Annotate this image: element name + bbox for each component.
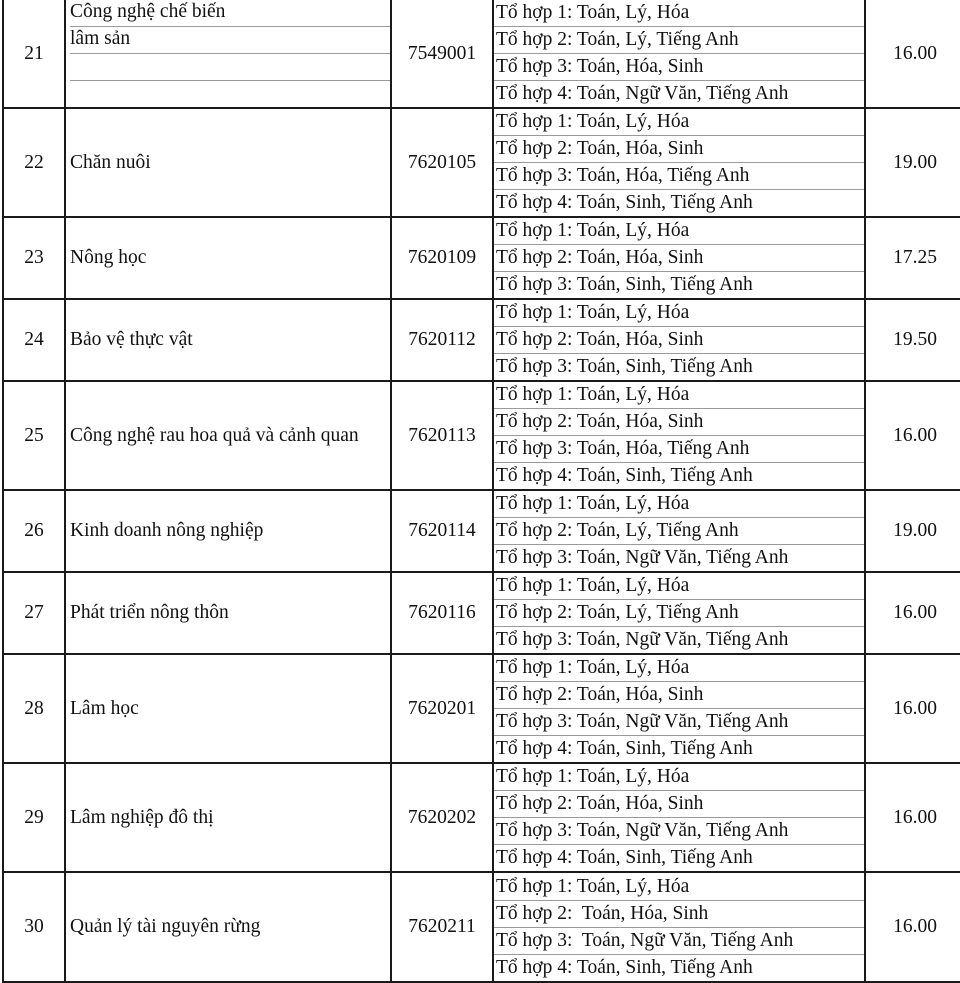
table-row: [3, 654, 960, 763]
subject-combination: Tổ hợp 1: Toán, Lý, Hóa: [494, 0, 864, 27]
subject-combinations: [493, 490, 865, 572]
row-number: 30: [3, 872, 65, 982]
subject-combination: Tổ hợp 1: Toán, Lý, Hóa: [494, 382, 864, 409]
subject-combination: Tổ hợp 4: Toán, Ngữ Văn, Tiếng Anh: [496, 83, 789, 104]
subject-combinations: [493, 763, 865, 872]
cutoff-score: 19.00: [865, 108, 960, 217]
subject-combination: Tổ hợp 3: Toán, Ngữ Văn, Tiếng Anh: [496, 629, 789, 650]
subject-combination: Tổ hợp 3: Toán, Hóa, Tiếng Anh: [494, 436, 864, 463]
subject-combination: Tổ hợp 1: Toán, Lý, Hóa: [494, 764, 864, 791]
major-name-line: lâm sản: [70, 27, 390, 54]
subject-combinations: [493, 572, 865, 654]
row-number: 21: [3, 0, 65, 108]
subject-combination: Tổ hợp 2: Toán, Lý, Tiếng Anh: [494, 518, 864, 545]
row-number: 29: [3, 763, 65, 872]
major-name: Nông học: [65, 217, 391, 299]
row-number: 26: [3, 490, 65, 572]
major-name-lines: [70, 0, 390, 107]
major-name: [65, 0, 391, 108]
table-row: [3, 0, 960, 108]
subject-combination: Tổ hợp 2: Toán, Hóa, Sinh: [494, 409, 864, 436]
cutoff-score: 16.00: [865, 654, 960, 763]
major-code: 7620202: [391, 763, 493, 872]
subject-combination: Tổ hợp 1: Toán, Lý, Hóa: [494, 109, 864, 136]
table-row: [3, 872, 960, 982]
major-code: 7620113: [391, 381, 493, 490]
major-code: 7620112: [391, 299, 493, 381]
major-code: 7620114: [391, 490, 493, 572]
major-name: Phát triển nông thôn: [65, 572, 391, 654]
table-row: [3, 108, 960, 217]
cutoff-score: 16.00: [865, 572, 960, 654]
major-code: 7620105: [391, 108, 493, 217]
subject-combination: Tổ hợp 2: Toán, Lý, Tiếng Anh: [494, 600, 864, 627]
subject-combination: Tổ hợp 2: Toán, Hóa, Sinh: [494, 682, 864, 709]
major-name: Bảo vệ thực vật: [65, 299, 391, 381]
table-row: [3, 299, 960, 381]
cutoff-score: 16.00: [865, 763, 960, 872]
subject-combination: Tổ hợp 2: Toán, Hóa, Sinh: [494, 245, 864, 272]
major-code: 7620109: [391, 217, 493, 299]
subject-combination: Tổ hợp 3: Toán, Ngữ Văn, Tiếng Anh: [496, 547, 789, 568]
subject-combination: Tổ hợp 1: Toán, Lý, Hóa: [494, 573, 864, 600]
major-code: 7620201: [391, 654, 493, 763]
cutoff-score: 19.00: [865, 490, 960, 572]
cutoff-score: 16.00: [865, 0, 960, 108]
row-number: 27: [3, 572, 65, 654]
subject-combination: Tổ hợp 4: Toán, Sinh, Tiếng Anh: [496, 738, 753, 759]
subject-combination: Tổ hợp 4: Toán, Sinh, Tiếng Anh: [496, 847, 753, 868]
admissions-table: [2, 0, 960, 983]
major-name-line: [70, 54, 390, 81]
subject-combination: Tổ hợp 2: Toán, Hóa, Sinh: [494, 791, 864, 818]
cutoff-score: 16.00: [865, 381, 960, 490]
subject-combination: Tổ hợp 3: Toán, Hóa, Tiếng Anh: [494, 163, 864, 190]
subject-combination: Tổ hợp 4: Toán, Sinh, Tiếng Anh: [496, 956, 753, 978]
subject-combinations: [493, 108, 865, 217]
subject-combination: Tổ hợp 1: Toán, Lý, Hóa: [494, 655, 864, 682]
major-name: Chăn nuôi: [65, 108, 391, 217]
subject-combination: Tổ hợp 3: Toán, Sinh, Tiếng Anh: [496, 274, 753, 295]
subject-combination: Tổ hợp 3: Toán, Ngữ Văn, Tiếng Anh: [494, 818, 864, 845]
subject-combination: Tổ hợp 2: Toán, Hóa, Sinh: [494, 136, 864, 163]
row-number: 22: [3, 108, 65, 217]
subject-combinations: [493, 381, 865, 490]
major-code: 7620116: [391, 572, 493, 654]
subject-combinations: [493, 872, 865, 982]
cutoff-score: 16.00: [865, 872, 960, 982]
subject-combination: Tổ hợp 3: Toán, Hóa, Sinh: [494, 54, 864, 81]
subject-combination: Tổ hợp 1: Toán, Lý, Hóa: [494, 874, 864, 901]
table-row: [3, 763, 960, 872]
table-row: [3, 572, 960, 654]
cutoff-score: 19.50: [865, 299, 960, 381]
subject-combination: Tổ hợp 4: Toán, Sinh, Tiếng Anh: [496, 192, 753, 213]
major-name: Lâm học: [65, 654, 391, 763]
subject-combination: Tổ hợp 1: Toán, Lý, Hóa: [494, 218, 864, 245]
row-number: 25: [3, 381, 65, 490]
major-name: Quản lý tài nguyên rừng: [65, 872, 391, 982]
major-name-line: Công nghệ chế biến: [70, 0, 390, 27]
subject-combination: Tổ hợp 3: Toán, Ngữ Văn, Tiếng Anh: [494, 709, 864, 736]
major-name: Lâm nghiệp đô thị: [65, 763, 391, 872]
subject-combinations: [493, 654, 865, 763]
subject-combination: Tổ hợp 2: Toán, Hóa, Sinh: [494, 327, 864, 354]
subject-combination: Tổ hợp 3: Toán, Ngữ Văn, Tiếng Anh: [494, 928, 864, 955]
subject-combinations: [493, 217, 865, 299]
subject-combinations: [493, 299, 865, 381]
major-name: Công nghệ rau hoa quả và cảnh quan: [65, 381, 391, 490]
table-row: [3, 381, 960, 490]
subject-combination: Tổ hợp 4: Toán, Sinh, Tiếng Anh: [496, 465, 753, 486]
subject-combinations: [493, 0, 865, 108]
row-number: 24: [3, 299, 65, 381]
row-number: 23: [3, 217, 65, 299]
subject-combination: Tổ hợp 1: Toán, Lý, Hóa: [494, 300, 864, 327]
table-row: [3, 490, 960, 572]
table-row: [3, 217, 960, 299]
row-number: 28: [3, 654, 65, 763]
major-code: 7620211: [391, 872, 493, 982]
subject-combination: Tổ hợp 2: Toán, Hóa, Sinh: [494, 901, 864, 928]
major-code: 7549001: [391, 0, 493, 108]
subject-combination: Tổ hợp 2: Toán, Lý, Tiếng Anh: [494, 27, 864, 54]
cutoff-score: 17.25: [865, 217, 960, 299]
subject-combination: Tổ hợp 3: Toán, Sinh, Tiếng Anh: [496, 356, 753, 377]
major-name-line: [70, 81, 390, 107]
subject-combination: Tổ hợp 1: Toán, Lý, Hóa: [494, 491, 864, 518]
major-name: Kinh doanh nông nghiệp: [65, 490, 391, 572]
